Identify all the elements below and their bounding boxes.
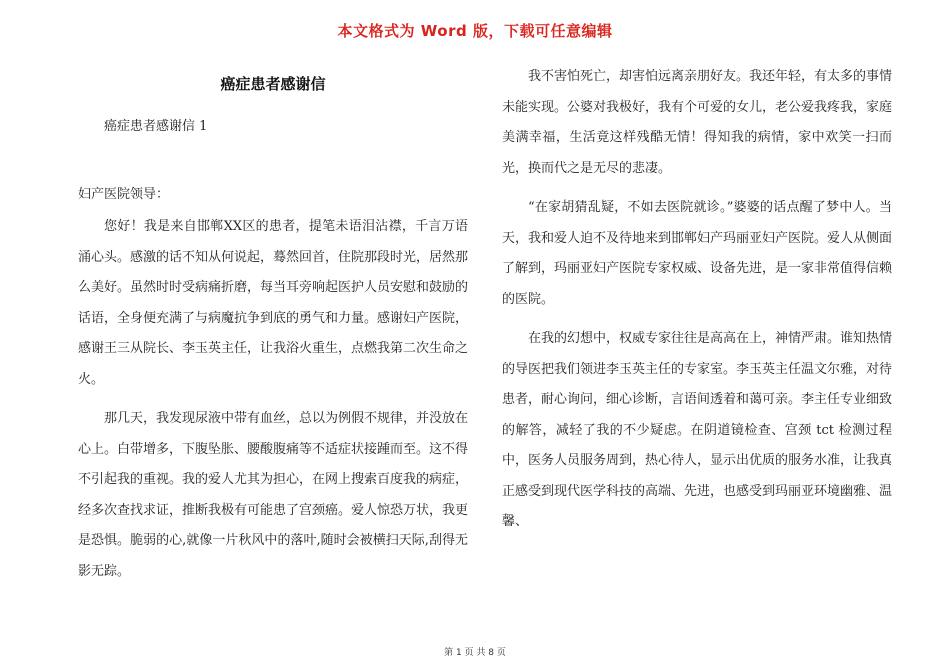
salutation: 妇产医院领导： <box>78 187 170 202</box>
body-paragraph: 在我的幻想中，权威专家往往是高高在上，神情严肃。谁知热情的导医把我们领进李玉英主任的专家室。李玉英主任温文尔雅，对待患者，耐心询问，细心诊断，言语间透着和蔼可亲。李主任专业细致的解答，减轻了我的不少疑虑。在阴道镜检查、宫颈 tct 检测过程中，医务人员服务周到，热心待人，显示出优质的服务水准，让我真正感受到现代医学科技的高端、先进，也感受到玛丽亚环境幽雅、温馨、 <box>502 331 893 529</box>
body-paragraph: 我不害怕死亡，却害怕远离亲朋好友。我还年轻，有太多的事情未能实现。公婆对我极好，我有个可爱的女儿，老公爱我疼我，家庭美满幸福，生活竟这样残酷无情！得知我的病情，家中欢笑一扫而光，换而代之是无尽的悲凄。 <box>502 69 893 176</box>
body-paragraph: 您好！我是来自邯郸XX区的患者，提笔未语泪沾襟，千言万语涌心头。感激的话不知从何说起，蓦然回首，住院那段时光，居然那么美好。虽然时时受病痛折磨，每当耳旁响起医护人员安慰和鼓励的话语，全身便充满了与病魔抗争到底的勇气和力量。感谢妇产医院，感谢王三从院长、李玉英主任，让我浴火重生，点燃我第二次生命之火。 <box>78 219 469 387</box>
document-title: 癌症患者感谢信 <box>220 75 326 93</box>
left-column <box>78 62 468 587</box>
body-paragraph: 那几天，我发现尿液中带有血丝，总以为例假不规律，并没放在心上。白带增多，下腹坠胀、腰酸腹痛等不适症状接踵而至。这不得不引起我的重视。我的爱人尤其为担心，在网上搜索百度我的病症，经多次查找求证，推断我极有可能患了宫颈癌。爱人惊恐万状，我更是恐惧。脆弱的心,就像一片秋风中的落叶,随时会被横扫天际,刮得无影无踪。 <box>78 411 469 579</box>
body-paragraph: “在家胡猜乱疑，不如去医院就诊。”婆婆的话点醒了梦中人。当天，我和爱人迫不及待地来到邯郸妇产玛丽亚妇产医院。爱人从侧面了解到，玛丽亚妇产医院专家权威、设备先进，是一家非常值得信赖的医院。 <box>502 200 893 307</box>
page-number: 第 1 页 共 8 页 <box>444 648 506 658</box>
format-banner: 本文格式为 Word 版，下载可任意编辑 <box>337 22 613 40</box>
right-column <box>502 62 892 538</box>
document-subtitle: 癌症患者感谢信 1 <box>104 119 208 134</box>
